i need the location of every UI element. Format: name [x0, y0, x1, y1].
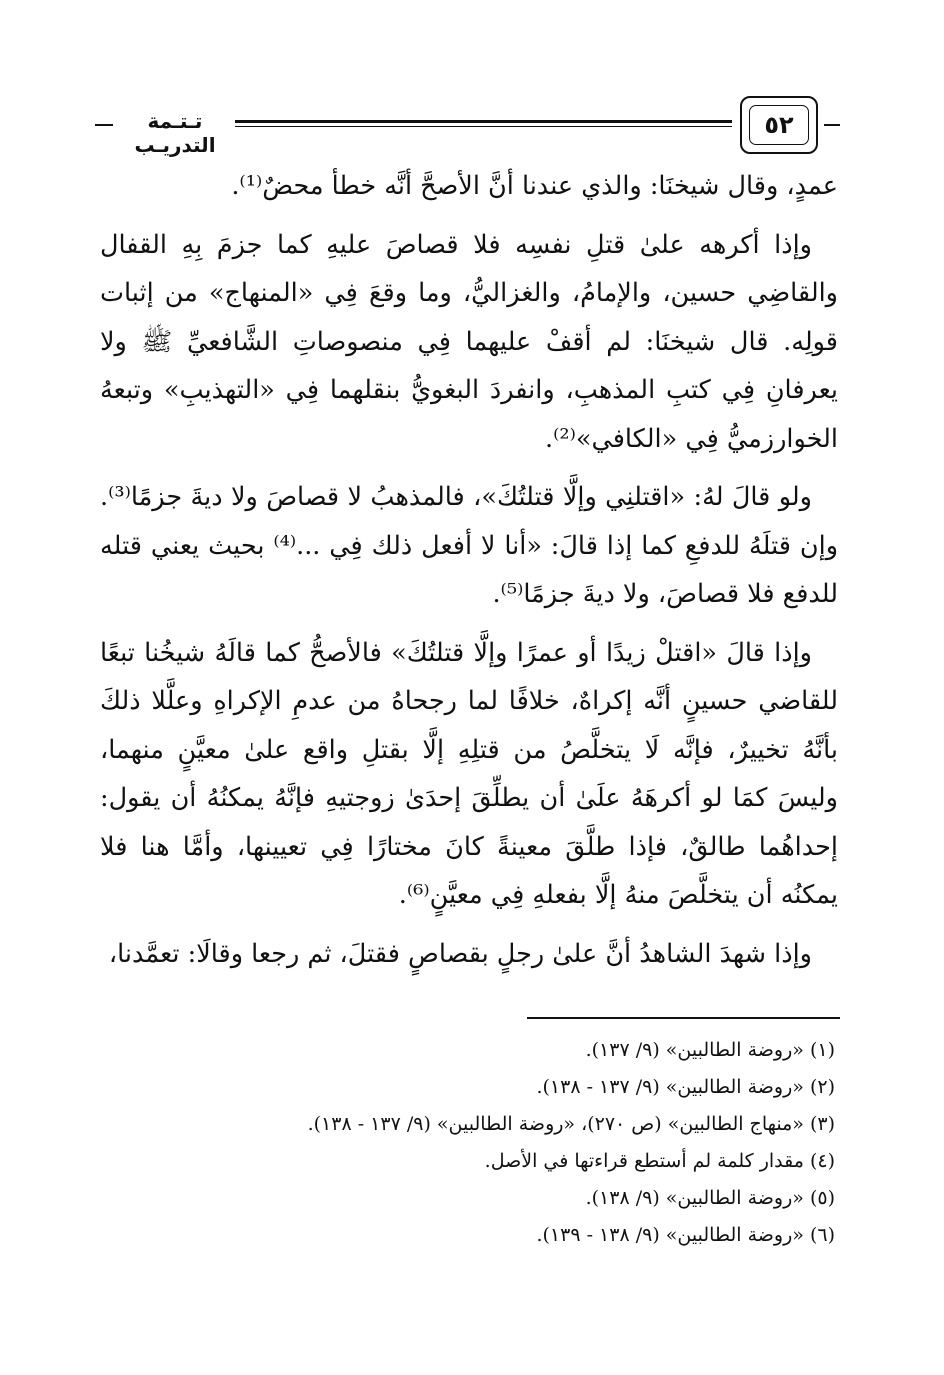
paragraph: وإذا قالَ «اقتلْ زيدًا أو عمرًا وإلَّا قتلتُكَ» فالأصحُّ كما قالَهُ شيخُنا تبعًا للقاضي حسينٍ أنَّه إكراهٌ، خلافًا لما رجحاهُ من عدمِ الإكراهِ وعلَّلا ذلكَ بأنَّهُ تخييرٌ، فإنَّه لَا يتخلَّصُ من قتلِهِ إلَّا بقتلِ واقع علىٰ معيَّنٍ منهما، وليسَ كمَا لو أكرهَهُ علَىٰ أن يطلِّقَ إحدَىٰ زوجتيهِ فإنَّهُ يمكنُهُ أن يقول: إحداهُما طالقٌ، فإذا طلَّقَ معينةً كانَ مختارًا فِي تعيينها، وأمَّا هنا فلا يمكنُه أن يتخلَّصَ منهُ إلَّا بفعلهِ فِي معيَّنٍ⁽⁶⁾.	[100, 637, 838, 910]
footnote-separator	[527, 1017, 840, 1019]
header-dash-left	[95, 124, 113, 126]
footnote-2: (٢) «روضة الطالبين» (٩/ ١٣٧ - ١٣٨).	[536, 1076, 835, 1098]
footnotes	[120, 1032, 835, 1254]
header-dash-right	[824, 124, 840, 126]
running-title: تـتـمة التدريـب	[134, 109, 216, 157]
page-number: ٥٢	[749, 105, 809, 145]
page-number-frame	[740, 96, 818, 154]
footnote-1: (١) «روضة الطالبين» (٩/ ١٣٧).	[585, 1039, 835, 1061]
footnote-3: (٣) «منهاج الطالبين» (ص ٢٧٠)، «روضة الطالبين» (٩/ ١٣٧ - ١٣٨).	[307, 1113, 835, 1135]
footnote-6: (٦) «روضة الطالبين» (٩/ ١٣٨ - ١٣٩).	[536, 1224, 835, 1246]
main-text	[100, 162, 838, 988]
paragraph-continuation: عمدٍ، وقال شيخنَا: والذي عندنا أنَّ الأصحَّ أنَّه خطأ محضٌ⁽¹⁾.	[231, 171, 838, 201]
footnote-4: (٤) مقدار كلمة لم أستطع قراءتها في الأصل.	[484, 1150, 835, 1172]
paragraph: وإذا شهدَ الشاهدُ أنَّ علىٰ رجلٍ بقصاصٍ فقتلَ، ثم رجعا وقالَا: تعمَّدنا،	[108, 938, 812, 969]
paragraph: ولو قالَ لهُ: «اقتلنِي وإلَّا قتلتُكَ»، فالمذهبُ لا قصاصَ ولا ديةَ جزمًا⁽³⁾. وإن قتلَهُ للدفعِ كما إذا قالَ: «أنا لا أفعل ذلك فِي ...⁽⁴⁾ بحيث يعني قتله للدفع فلا قصاصَ، ولا ديةَ جزمًا⁽⁵⁾.	[100, 482, 839, 609]
running-header	[95, 96, 840, 160]
footnote-5: (٥) «روضة الطالبين» (٩/ ١٣٨).	[585, 1187, 835, 1209]
header-double-rule	[235, 120, 732, 127]
paragraph: وإذا أكرهه علىٰ قتلِ نفسِه فلا قصاصَ عليهِ كما جزمَ بِهِ القفال والقاضِي حسين، والإمامُ، والغزاليُّ، وما وقعَ فِي «المنهاج» من إثبات قولِه. قال شيخنَا: لم أقفْ عليهما فِي منصوصاتِ الشَّافعيِّ ﷺ ولا يعرفانِ فِي كتبِ المذهبِ، وانفردَ البغويُّ بنقلهما فِي «التهذيبِ» وتبعهُ الخوارزميُّ فِي «الكافي»⁽²⁾.	[100, 229, 838, 454]
